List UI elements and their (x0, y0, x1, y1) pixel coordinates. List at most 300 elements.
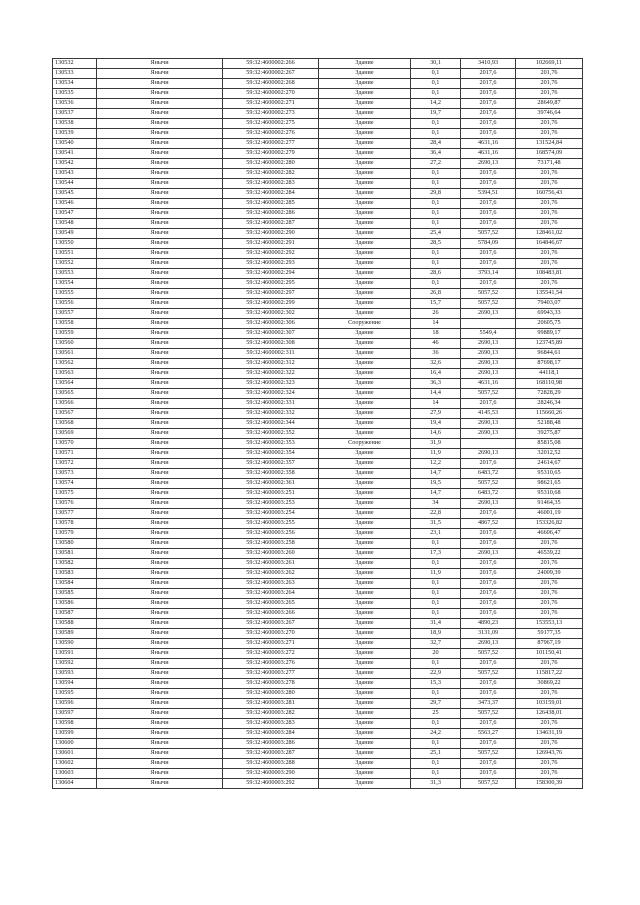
cell-object-type: Здание (319, 709, 411, 719)
cell-object-type: Здание (319, 719, 411, 729)
table-row (53, 329, 583, 339)
cell-row-number: 130590 (53, 639, 97, 649)
cell-object-type: Здание (319, 479, 411, 489)
cell-cadastral-number: 59:32:4600002:285 (223, 199, 319, 209)
cell-cadastral-number: 59:32:4600002:306 (223, 319, 319, 329)
cell-row-number: 130570 (53, 439, 97, 449)
cell-cadastral-value: 153553,13 (516, 619, 583, 629)
cell-cadastral-value: 24614,67 (516, 459, 583, 469)
cell-area: 28,6 (411, 269, 461, 279)
cell-locality: Янычи (97, 69, 223, 79)
cell-cadastral-value: 115660,26 (516, 409, 583, 419)
cell-locality: Янычи (97, 529, 223, 539)
cell-cadastral-number: 59:32:4600002:284 (223, 189, 319, 199)
table-row (53, 599, 583, 609)
cell-cadastral-value: 95310,68 (516, 489, 583, 499)
cell-object-type: Здание (319, 669, 411, 679)
cell-locality: Янычи (97, 749, 223, 759)
cell-cadastral-number: 59:32:4600002:357 (223, 459, 319, 469)
cell-cadastral-value: 87967,19 (516, 639, 583, 649)
cell-specific-value: 2017,6 (461, 109, 516, 119)
cell-specific-value: 2017,6 (461, 259, 516, 269)
cell-locality: Янычи (97, 769, 223, 779)
cell-cadastral-number: 59:32:4600003:278 (223, 679, 319, 689)
table-row (53, 309, 583, 319)
cell-specific-value: 2017,6 (461, 759, 516, 769)
cell-area: 31,4 (411, 619, 461, 629)
table-row (53, 119, 583, 129)
cell-locality: Янычи (97, 249, 223, 259)
cell-specific-value: 2690,13 (461, 349, 516, 359)
cell-cadastral-value: 126438,01 (516, 709, 583, 719)
cell-area: 22,9 (411, 669, 461, 679)
cell-locality: Янычи (97, 209, 223, 219)
cell-locality: Янычи (97, 239, 223, 249)
cell-cadastral-number: 59:32:4600003:265 (223, 599, 319, 609)
cell-locality: Янычи (97, 179, 223, 189)
cell-specific-value: 2017,6 (461, 589, 516, 599)
cell-area: 36 (411, 349, 461, 359)
cell-object-type: Здание (319, 519, 411, 529)
cell-row-number: 130595 (53, 689, 97, 699)
cell-object-type: Здание (319, 229, 411, 239)
cell-row-number: 130598 (53, 719, 97, 729)
cell-object-type: Здание (319, 149, 411, 159)
table-row (53, 229, 583, 239)
table-row (53, 579, 583, 589)
cell-area: 0,1 (411, 589, 461, 599)
cell-row-number: 130602 (53, 759, 97, 769)
cell-cadastral-value: 201,76 (516, 589, 583, 599)
table-row (53, 79, 583, 89)
cell-area: 0,1 (411, 279, 461, 289)
cell-cadastral-value: 201,76 (516, 199, 583, 209)
cell-cadastral-number: 59:32:4600003:290 (223, 769, 319, 779)
table-row (53, 759, 583, 769)
cell-object-type: Здание (319, 389, 411, 399)
table-row (53, 199, 583, 209)
cell-object-type: Здание (319, 739, 411, 749)
cell-locality: Янычи (97, 129, 223, 139)
cell-specific-value: 2017,6 (461, 79, 516, 89)
cell-specific-value: 3131,09 (461, 629, 516, 639)
table-row (53, 369, 583, 379)
cell-locality: Янычи (97, 219, 223, 229)
cell-locality: Янычи (97, 159, 223, 169)
cell-cadastral-number: 59:32:4600002:323 (223, 379, 319, 389)
cell-cadastral-value: 20605,75 (516, 319, 583, 329)
cell-cadastral-value: 96844,61 (516, 349, 583, 359)
cell-row-number: 130601 (53, 749, 97, 759)
cell-cadastral-number: 59:32:4600003:267 (223, 619, 319, 629)
cell-cadastral-value: 158300,39 (516, 779, 583, 789)
cell-row-number: 130557 (53, 309, 97, 319)
cell-locality: Янычи (97, 319, 223, 329)
cell-area: 25 (411, 709, 461, 719)
cell-cadastral-number: 59:32:4600002:353 (223, 439, 319, 449)
cell-cadastral-number: 59:32:4600003:276 (223, 659, 319, 669)
cell-cadastral-value: 201,76 (516, 659, 583, 669)
cell-object-type: Здание (319, 509, 411, 519)
cell-area: 29,7 (411, 699, 461, 709)
cell-object-type: Здание (319, 499, 411, 509)
cell-cadastral-value: 79403,07 (516, 299, 583, 309)
cell-object-type: Сооружение (319, 439, 411, 449)
cell-row-number: 130585 (53, 589, 97, 599)
cell-specific-value: 2017,6 (461, 679, 516, 689)
cell-area: 14,4 (411, 389, 461, 399)
cell-locality: Янычи (97, 469, 223, 479)
cell-cadastral-number: 59:32:4600003:251 (223, 489, 319, 499)
cell-locality: Янычи (97, 419, 223, 429)
table-row (53, 469, 583, 479)
cell-cadastral-number: 59:32:4600003:277 (223, 669, 319, 679)
cell-cadastral-number: 59:32:4600002:354 (223, 449, 319, 459)
table-row (53, 619, 583, 629)
cell-row-number: 130541 (53, 149, 97, 159)
cell-object-type: Здание (319, 69, 411, 79)
cell-cadastral-value: 201,76 (516, 259, 583, 269)
cell-area: 30,1 (411, 59, 461, 69)
cell-specific-value: 5057,52 (461, 229, 516, 239)
cell-area: 11,9 (411, 449, 461, 459)
cell-locality: Янычи (97, 409, 223, 419)
cell-specific-value: 2017,6 (461, 219, 516, 229)
cell-object-type: Здание (319, 169, 411, 179)
cell-specific-value: 5057,52 (461, 299, 516, 309)
table-row (53, 379, 583, 389)
cell-cadastral-number: 59:32:4600003:258 (223, 539, 319, 549)
cell-specific-value: 4867,52 (461, 519, 516, 529)
cell-row-number: 130597 (53, 709, 97, 719)
cell-area: 36,4 (411, 149, 461, 159)
table-row (53, 159, 583, 169)
cell-specific-value: 3473,37 (461, 699, 516, 709)
cell-object-type: Здание (319, 529, 411, 539)
cell-area: 36,3 (411, 379, 461, 389)
cell-cadastral-value: 201,76 (516, 559, 583, 569)
cell-locality: Янычи (97, 309, 223, 319)
cell-cadastral-number: 59:32:4600002:276 (223, 129, 319, 139)
table-row (53, 399, 583, 409)
cell-object-type: Здание (319, 659, 411, 669)
cell-cadastral-number: 59:32:4600002:277 (223, 139, 319, 149)
cell-cadastral-number: 59:32:4600002:324 (223, 389, 319, 399)
table-row (53, 539, 583, 549)
cell-area: 29,8 (411, 189, 461, 199)
cell-cadastral-number: 59:32:4600002:280 (223, 159, 319, 169)
cell-object-type: Здание (319, 359, 411, 369)
cell-cadastral-number: 59:32:4600002:312 (223, 359, 319, 369)
cell-object-type: Здание (319, 769, 411, 779)
cell-object-type: Здание (319, 429, 411, 439)
cell-row-number: 130562 (53, 359, 97, 369)
cell-locality: Янычи (97, 619, 223, 629)
cell-area: 0,1 (411, 69, 461, 79)
cell-locality: Янычи (97, 349, 223, 359)
cell-row-number: 130546 (53, 199, 97, 209)
cell-cadastral-number: 59:32:4600002:286 (223, 209, 319, 219)
cell-row-number: 130596 (53, 699, 97, 709)
cell-row-number: 130548 (53, 219, 97, 229)
cell-locality: Янычи (97, 509, 223, 519)
cell-area: 23,1 (411, 529, 461, 539)
cell-row-number: 130556 (53, 299, 97, 309)
cell-object-type: Здание (319, 89, 411, 99)
cell-cadastral-number: 59:32:4600002:292 (223, 249, 319, 259)
table-row (53, 629, 583, 639)
cell-object-type: Здание (319, 129, 411, 139)
cell-object-type: Здание (319, 369, 411, 379)
cell-area: 0,1 (411, 689, 461, 699)
cell-area: 11,9 (411, 569, 461, 579)
cell-cadastral-value: 201,76 (516, 599, 583, 609)
table-row (53, 129, 583, 139)
cell-object-type: Здание (319, 559, 411, 569)
cell-cadastral-number: 59:32:4600002:267 (223, 69, 319, 79)
cell-cadastral-number: 59:32:4600003:286 (223, 739, 319, 749)
cell-specific-value: 2017,6 (461, 559, 516, 569)
cell-area: 19,5 (411, 479, 461, 489)
cell-area: 16,4 (411, 369, 461, 379)
table-row (53, 249, 583, 259)
cell-specific-value: 2017,6 (461, 99, 516, 109)
cell-specific-value: 6483,72 (461, 469, 516, 479)
cell-object-type: Здание (319, 119, 411, 129)
cell-cadastral-value: 44118,1 (516, 369, 583, 379)
cell-object-type: Здание (319, 639, 411, 649)
cell-specific-value: 5057,52 (461, 749, 516, 759)
cell-specific-value: 2017,6 (461, 249, 516, 259)
cell-cadastral-number: 59:32:4600002:282 (223, 169, 319, 179)
cell-row-number: 130577 (53, 509, 97, 519)
cell-row-number: 130567 (53, 409, 97, 419)
cell-cadastral-number: 59:32:4600003:261 (223, 559, 319, 569)
cell-specific-value (461, 319, 516, 329)
cell-object-type: Здание (319, 589, 411, 599)
cell-specific-value: 5549,4 (461, 329, 516, 339)
cell-area: 28,4 (411, 139, 461, 149)
cell-object-type: Здание (319, 379, 411, 389)
cell-specific-value: 2017,6 (461, 199, 516, 209)
table-row (53, 419, 583, 429)
cell-cadastral-number: 59:32:4600003:280 (223, 689, 319, 699)
cell-object-type: Здание (319, 179, 411, 189)
table-row (53, 519, 583, 529)
cell-area: 27,9 (411, 409, 461, 419)
cell-locality: Янычи (97, 729, 223, 739)
cell-cadastral-number: 59:32:4600003:254 (223, 509, 319, 519)
cell-specific-value: 2690,13 (461, 449, 516, 459)
table-row (53, 189, 583, 199)
cell-specific-value: 2017,6 (461, 609, 516, 619)
cell-object-type: Здание (319, 329, 411, 339)
cell-object-type: Здание (319, 99, 411, 109)
table-row (53, 239, 583, 249)
cell-cadastral-value: 46539,22 (516, 549, 583, 559)
cell-row-number: 130542 (53, 159, 97, 169)
cell-object-type: Здание (319, 619, 411, 629)
cell-specific-value: 2017,6 (461, 89, 516, 99)
table-row (53, 449, 583, 459)
cell-cadastral-value: 131524,84 (516, 139, 583, 149)
cell-row-number: 130583 (53, 569, 97, 579)
cell-locality: Янычи (97, 549, 223, 559)
cell-object-type: Здание (319, 759, 411, 769)
cell-cadastral-number: 59:32:4600002:308 (223, 339, 319, 349)
cell-cadastral-number: 59:32:4600002:299 (223, 299, 319, 309)
cell-locality: Янычи (97, 289, 223, 299)
cell-area: 0,1 (411, 539, 461, 549)
cell-specific-value: 5057,52 (461, 389, 516, 399)
cell-row-number: 130586 (53, 599, 97, 609)
cell-cadastral-value: 201,76 (516, 209, 583, 219)
cell-cadastral-number: 59:32:4600003:255 (223, 519, 319, 529)
cell-object-type: Здание (319, 109, 411, 119)
cell-specific-value: 2017,6 (461, 169, 516, 179)
cell-locality: Янычи (97, 439, 223, 449)
cell-row-number: 130554 (53, 279, 97, 289)
cell-locality: Янычи (97, 499, 223, 509)
cell-row-number: 130532 (53, 59, 97, 69)
cell-row-number: 130594 (53, 679, 97, 689)
cell-cadastral-value: 69943,33 (516, 309, 583, 319)
cell-row-number: 130560 (53, 339, 97, 349)
cell-cadastral-number: 59:32:4600003:260 (223, 549, 319, 559)
cell-area: 19,4 (411, 419, 461, 429)
cell-object-type: Здание (319, 469, 411, 479)
cell-object-type: Здание (319, 239, 411, 249)
cell-object-type: Здание (319, 259, 411, 269)
table-row (53, 729, 583, 739)
cell-cadastral-number: 59:32:4600002:271 (223, 99, 319, 109)
cell-row-number: 130533 (53, 69, 97, 79)
cell-area: 27,2 (411, 159, 461, 169)
cell-specific-value: 2690,13 (461, 429, 516, 439)
cell-cadastral-value: 123745,89 (516, 339, 583, 349)
cell-locality: Янычи (97, 329, 223, 339)
cell-cadastral-number: 59:32:4600003:271 (223, 639, 319, 649)
cell-cadastral-value: 201,76 (516, 169, 583, 179)
table-row (53, 439, 583, 449)
cell-cadastral-number: 59:32:4600002:287 (223, 219, 319, 229)
table-row (53, 779, 583, 789)
cell-cadastral-value: 201,76 (516, 739, 583, 749)
cell-locality: Янычи (97, 489, 223, 499)
cell-specific-value: 2017,6 (461, 119, 516, 129)
cell-cadastral-number: 59:32:4600003:287 (223, 749, 319, 759)
cell-row-number: 130593 (53, 669, 97, 679)
cell-object-type: Здание (319, 749, 411, 759)
cell-specific-value: 5563,27 (461, 729, 516, 739)
cell-object-type: Здание (319, 449, 411, 459)
cell-object-type: Здание (319, 609, 411, 619)
cell-cadastral-number: 59:32:4600003:270 (223, 629, 319, 639)
cell-row-number: 130569 (53, 429, 97, 439)
cell-cadastral-number: 59:32:4600002:279 (223, 149, 319, 159)
cell-locality: Янычи (97, 359, 223, 369)
cell-object-type: Здание (319, 489, 411, 499)
cell-area: 0,1 (411, 249, 461, 259)
cell-row-number: 130564 (53, 379, 97, 389)
cell-cadastral-number: 59:32:4600003:288 (223, 759, 319, 769)
cell-cadastral-number: 59:32:4600003:266 (223, 609, 319, 619)
cell-object-type: Здание (319, 459, 411, 469)
cell-locality: Янычи (97, 459, 223, 469)
cell-cadastral-value: 201,76 (516, 129, 583, 139)
cell-locality: Янычи (97, 189, 223, 199)
cell-area: 14,7 (411, 469, 461, 479)
cell-locality: Янычи (97, 429, 223, 439)
table-row (53, 89, 583, 99)
cell-cadastral-number: 59:32:4600002:332 (223, 409, 319, 419)
registry-table (52, 58, 583, 789)
cell-specific-value: 2690,13 (461, 499, 516, 509)
cell-area: 0,1 (411, 559, 461, 569)
table-row (53, 69, 583, 79)
cell-area: 14 (411, 399, 461, 409)
cell-object-type: Здание (319, 419, 411, 429)
cell-row-number: 130535 (53, 89, 97, 99)
cell-cadastral-value: 201,76 (516, 609, 583, 619)
table-row (53, 499, 583, 509)
cell-object-type: Здание (319, 629, 411, 639)
cell-cadastral-number: 59:32:4600002:283 (223, 179, 319, 189)
cell-area: 0,1 (411, 119, 461, 129)
cell-cadastral-number: 59:32:4600002:295 (223, 279, 319, 289)
cell-object-type: Здание (319, 199, 411, 209)
cell-row-number: 130545 (53, 189, 97, 199)
cell-locality: Янычи (97, 89, 223, 99)
cell-row-number: 130555 (53, 289, 97, 299)
cell-row-number: 130571 (53, 449, 97, 459)
cell-specific-value: 2017,6 (461, 719, 516, 729)
cell-cadastral-value: 102669,11 (516, 59, 583, 69)
cell-row-number: 130604 (53, 779, 97, 789)
cell-specific-value (461, 439, 516, 449)
cell-row-number: 130553 (53, 269, 97, 279)
cell-specific-value: 2690,13 (461, 359, 516, 369)
cell-locality: Янычи (97, 579, 223, 589)
cell-cadastral-number: 59:32:4600002:361 (223, 479, 319, 489)
cell-cadastral-value: 134631,19 (516, 729, 583, 739)
cell-object-type: Здание (319, 689, 411, 699)
cell-specific-value: 4145,53 (461, 409, 516, 419)
cell-object-type: Здание (319, 279, 411, 289)
table-row (53, 689, 583, 699)
cell-locality: Янычи (97, 709, 223, 719)
cell-locality: Янычи (97, 369, 223, 379)
cell-locality: Янычи (97, 339, 223, 349)
table-row (53, 459, 583, 469)
cell-object-type: Здание (319, 209, 411, 219)
cell-object-type: Здание (319, 219, 411, 229)
cell-specific-value: 2017,6 (461, 569, 516, 579)
table-row (53, 659, 583, 669)
cell-specific-value: 2690,13 (461, 549, 516, 559)
cell-locality: Янычи (97, 779, 223, 789)
cell-object-type: Здание (319, 339, 411, 349)
cell-area: 18 (411, 329, 461, 339)
cell-cadastral-value: 28649,87 (516, 99, 583, 109)
cell-row-number: 130603 (53, 769, 97, 779)
cell-specific-value: 4631,16 (461, 379, 516, 389)
cell-cadastral-value: 103159,01 (516, 699, 583, 709)
cell-specific-value: 2017,6 (461, 579, 516, 589)
cell-locality: Янычи (97, 79, 223, 89)
cell-area: 0,1 (411, 89, 461, 99)
cell-row-number: 130588 (53, 619, 97, 629)
